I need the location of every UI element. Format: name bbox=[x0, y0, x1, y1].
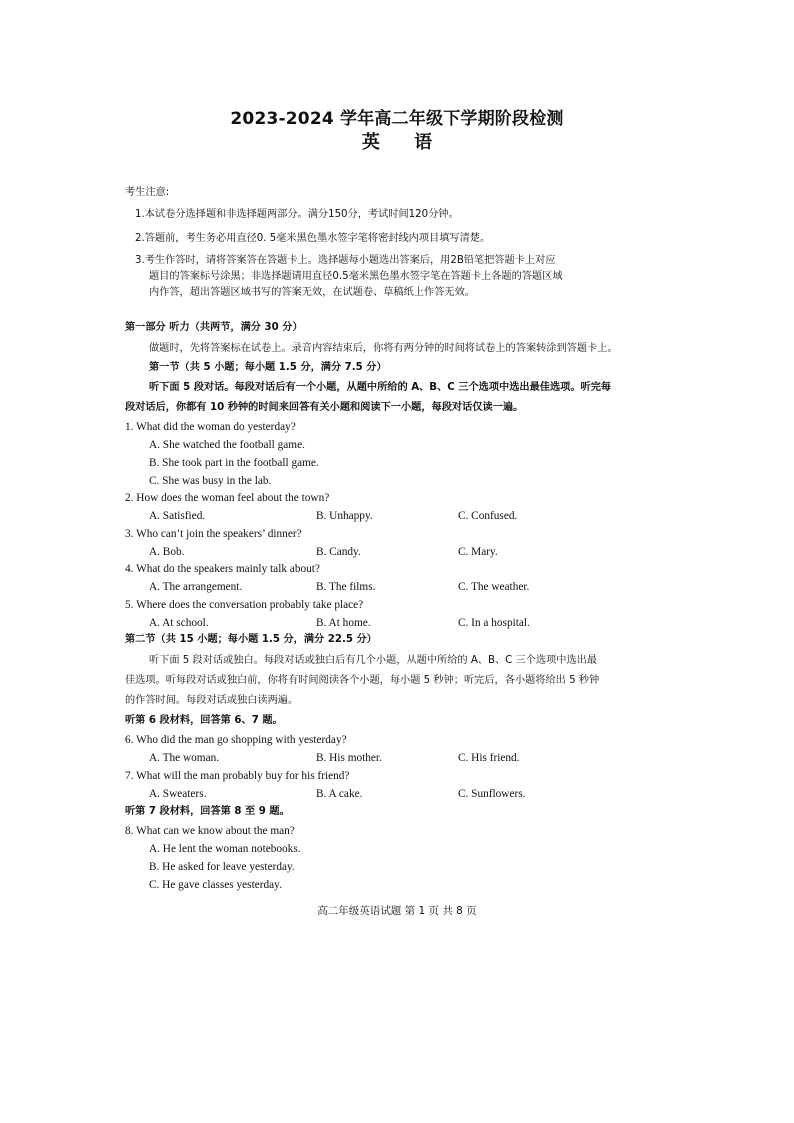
question-8-stem: 8. What can we know about the man? bbox=[125, 825, 295, 837]
question-4-option-a: A. The arrangement. bbox=[149, 581, 243, 593]
question-5-stem: 5. Where does the conversation probably take place? bbox=[125, 599, 364, 611]
question-6-option-c: C. His friend. bbox=[458, 752, 520, 764]
question-2-option-a: A. Satisfied. bbox=[149, 510, 206, 522]
section2-heading: 第二节（共 15 小题；每小题 1.5 分，满分 22.5 分） bbox=[125, 634, 377, 645]
question-7-stem: 7. What will the man probably buy for his friend? bbox=[125, 770, 350, 782]
section2-instruction-line-2: 佳选项。听每段对话或独白前，你将有时间阅读各个小题，每小题 5 秒钟；听完后，各小题将给出 5 秒钟 bbox=[125, 675, 600, 686]
question-5-option-c: C. In a hospital. bbox=[458, 617, 530, 629]
subject-title: 英 语 bbox=[361, 132, 447, 153]
question-2-option-c: C. Confused. bbox=[458, 510, 518, 522]
question-2-stem: 2. How does the woman feel about the town? bbox=[125, 492, 330, 504]
notice-item-2: 2.答题前，考生务必用直径0. 5毫米黑色墨水签字笔将密封线内项目填写清楚。 bbox=[135, 233, 491, 244]
question-8-option-c: C. He gave classes yesterday. bbox=[149, 879, 282, 891]
material-7-heading: 听第 7 段材料，回答第 8 至 9 题。 bbox=[125, 806, 290, 817]
question-7-option-b: B. A cake. bbox=[316, 788, 363, 800]
part1-instruction: 做题时，先将答案标在试卷上。录音内容结束后，你将有两分钟的时间将试卷上的答案转涂到答题卡上。 bbox=[149, 343, 618, 354]
notice-item-3-line-3: 内作答，超出答题区域书写的答案无效，在试题卷、草稿纸上作答无效。 bbox=[149, 287, 475, 298]
notice-item-3-line-1: 3.考生作答时，请将答案答在答题卡上。选择题每小题选出答案后，用2B铅笔把答题卡上对应 bbox=[135, 255, 556, 266]
notice-item-1: 1.本试卷分选择题和非选择题两部分。满分150分，考试时间120分钟。 bbox=[135, 209, 459, 220]
question-3-option-b: B. Candy. bbox=[316, 546, 361, 558]
question-1-option-a: A. She watched the football game. bbox=[149, 439, 305, 451]
question-7-option-c: C. Sunflowers. bbox=[458, 788, 526, 800]
question-1-option-c: C. She was busy in the lab. bbox=[149, 475, 272, 487]
question-6-option-b: B. His mother. bbox=[316, 752, 382, 764]
question-4-option-b: B. The films. bbox=[316, 581, 376, 593]
question-4-option-c: C. The weather. bbox=[458, 581, 530, 593]
question-8-option-b: B. He asked for leave yesterday. bbox=[149, 861, 295, 873]
question-6-stem: 6. Who did the man go shopping with yesterday? bbox=[125, 734, 347, 746]
notice-item-3-line-2: 题目的答案标号涂黑；非选择题请用直径0.5毫米黑色墨水签字笔在答题卡上各题的答题区域 bbox=[149, 271, 563, 282]
section1-instruction-line-2: 段对话后，你都有 10 秒钟的时间来回答有关小题和阅读下一小题，每段对话仅读一遍。 bbox=[125, 402, 524, 413]
section2-instruction-line-1: 听下面 5 段对话或独白。每段对话或独白后有几个小题，从题中所给的 A、B、C 三个选项中选出最 bbox=[149, 655, 598, 666]
part1-heading: 第一部分 听力（共两节，满分 30 分） bbox=[125, 322, 303, 333]
question-5-option-a: A. At school. bbox=[149, 617, 209, 629]
section1-instruction-line-1: 听下面 5 段对话。每段对话后有一个小题，从题中所给的 A、B、C 三个选项中选出最佳选项。听完每 bbox=[149, 382, 612, 393]
question-6-option-a: A. The woman. bbox=[149, 752, 220, 764]
question-1-option-b: B. She took part in the football game. bbox=[149, 457, 319, 469]
exam-title: 2023-2024 学年高二年级下学期阶段检测 bbox=[230, 109, 564, 129]
page-footer: 高二年级英语试题 第 1 页 共 8 页 bbox=[317, 905, 477, 917]
question-3-stem: 3. Who can’t join the speakers’ dinner? bbox=[125, 528, 302, 540]
question-7-option-a: A. Sweaters. bbox=[149, 788, 207, 800]
question-3-option-c: C. Mary. bbox=[458, 546, 498, 558]
notice-heading: 考生注意: bbox=[125, 187, 170, 198]
question-8-option-a: A. He lent the woman notebooks. bbox=[149, 843, 301, 855]
question-2-option-b: B. Unhappy. bbox=[316, 510, 373, 522]
section2-instruction-line-3: 的作答时间。每段对话或独白读两遍。 bbox=[125, 695, 299, 706]
question-4-stem: 4. What do the speakers mainly talk about? bbox=[125, 563, 320, 575]
question-5-option-b: B. At home. bbox=[316, 617, 371, 629]
question-1-stem: 1. What did the woman do yesterday? bbox=[125, 421, 296, 433]
section1-heading: 第一节（共 5 小题；每小题 1.5 分，满分 7.5 分） bbox=[149, 362, 387, 373]
material-6-heading: 听第 6 段材料，回答第 6、7 题。 bbox=[125, 715, 283, 726]
question-3-option-a: A. Bob. bbox=[149, 546, 185, 558]
